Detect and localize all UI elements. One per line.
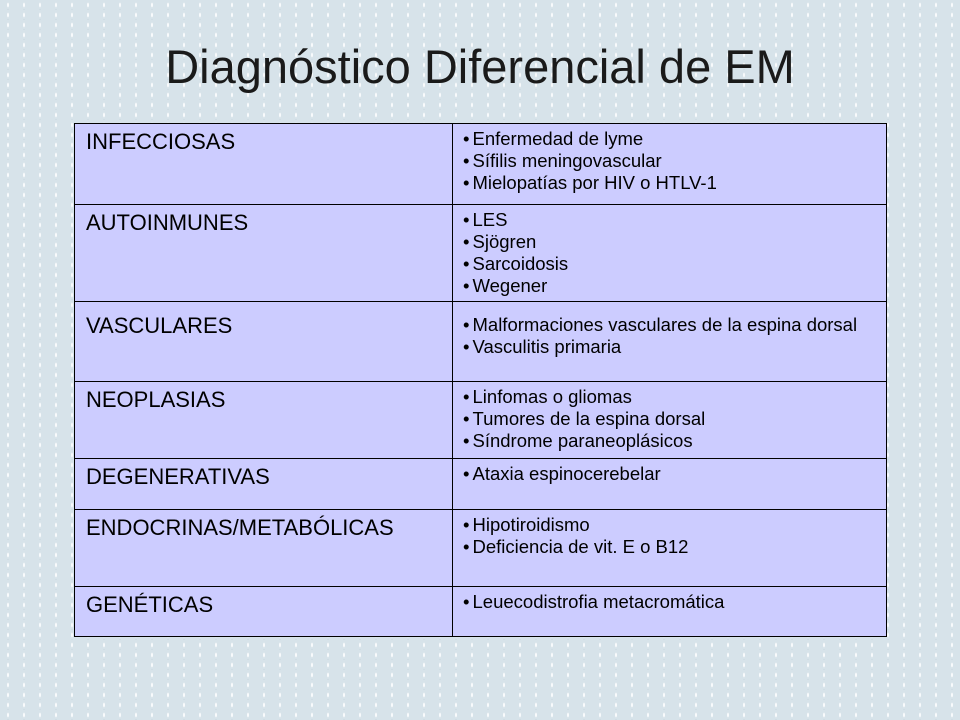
category-label: GENÉTICAS: [86, 592, 214, 617]
items-cell: [453, 302, 886, 381]
differential-diagnosis-table: [74, 123, 887, 637]
bullet-item: • Deficiencia de vit. E o B12: [463, 536, 880, 558]
table-row: [75, 301, 886, 381]
slide-title: Diagnóstico Diferencial de EM: [165, 40, 795, 93]
category-label: NEOPLASIAS: [86, 387, 226, 412]
bullet-item: • Wegener: [463, 275, 880, 297]
bullet-item: • Tumores de la espina dorsal: [463, 408, 880, 430]
category-label: INFECCIOSAS: [86, 129, 236, 154]
table-row: [75, 458, 886, 509]
category-label: ENDOCRINAS/METABÓLICAS: [86, 515, 394, 540]
items-cell: [453, 459, 886, 509]
bullet-item: • Sarcoidosis: [463, 253, 880, 275]
items-cell: [453, 124, 886, 204]
bullet-item: • Hipotiroidismo: [463, 514, 880, 536]
bullet-item: • Síndrome paraneoplásicos: [463, 430, 880, 452]
items-cell: [453, 382, 886, 458]
category-cell: [75, 459, 453, 509]
category-cell: [75, 302, 453, 381]
table-row: [75, 509, 886, 586]
category-label: AUTOINMUNES: [86, 210, 249, 235]
bullet-item: • Malformaciones vasculares de la espina dorsal: [463, 314, 880, 336]
table-row: [75, 381, 886, 458]
category-cell: [75, 382, 453, 458]
bullet-item: • Mielopatías por HIV o HTLV-1: [463, 172, 880, 194]
category-label: DEGENERATIVAS: [86, 464, 270, 489]
table-row: [75, 204, 886, 301]
items-cell: [453, 205, 886, 301]
bullet-item: • LES: [463, 209, 880, 231]
category-cell: [75, 510, 453, 586]
items-cell: [453, 587, 886, 636]
category-cell: [75, 124, 453, 204]
category-cell: [75, 587, 453, 636]
bullet-item: • Vasculitis primaria: [463, 336, 880, 358]
table-row: [75, 586, 886, 636]
category-label: VASCULARES: [86, 313, 233, 338]
bullet-item: • Sjögren: [463, 231, 880, 253]
table-row: [75, 124, 886, 204]
bullet-item: • Enfermedad de lyme: [463, 128, 880, 150]
bullet-item: • Sífilis meningovascular: [463, 150, 880, 172]
items-cell: [453, 510, 886, 586]
bullet-item: • Linfomas o gliomas: [463, 386, 880, 408]
bullet-item: • Leuecodistrofia metacromática: [463, 591, 880, 613]
category-cell: [75, 205, 453, 301]
bullet-item: • Ataxia espinocerebelar: [463, 463, 880, 485]
